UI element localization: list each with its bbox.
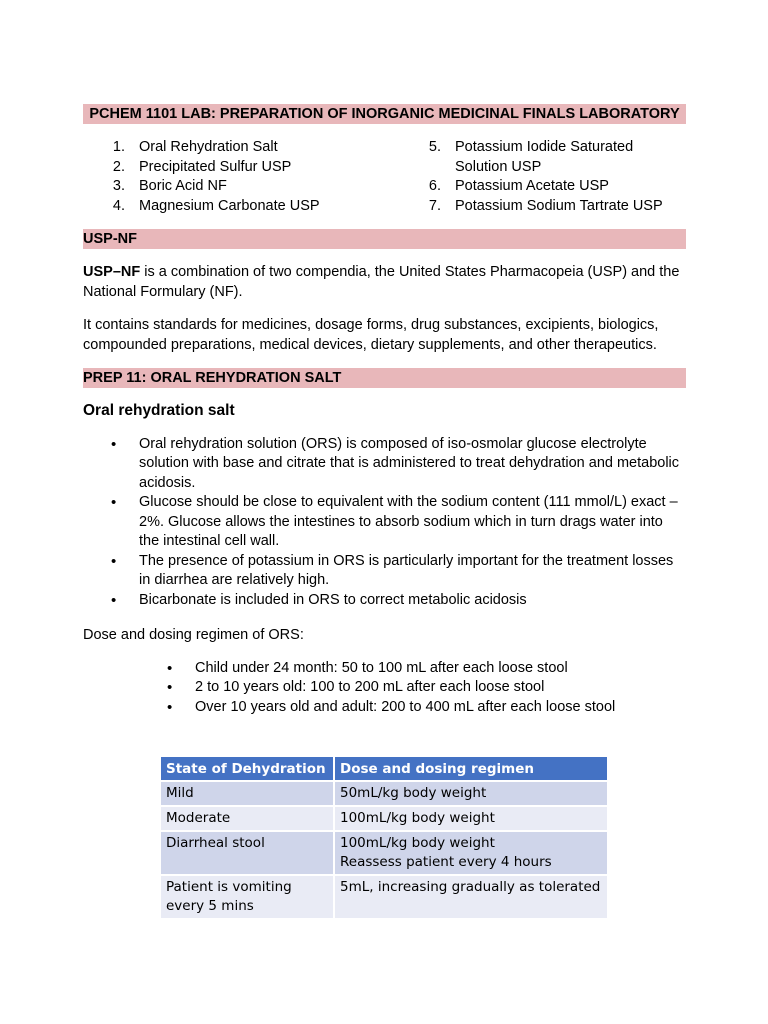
table-cell: 100mL/kg body weight Reassess patient every 4 hours [334,831,608,875]
table-cell: 100mL/kg body weight [334,806,608,831]
list-item: • Oral rehydration solution (ORS) is composed of iso-osmolar glucose electrolyte solution with base and citrate that is administered to treat dehydration and metabolic acidosis. [139,435,686,494]
list-item: 4. Magnesium Carbonate USP [112,197,320,214]
page-title: PCHEM 1101 LAB: PREPARATION OF INORGANIC MEDICINAL FINALS LABORATORY [83,104,686,124]
list-item: 7. Potassium Sodium Tartrate USP [428,197,663,214]
list-item: • Glucose should be close to equivalent with the sodium content (111 mmol/L) exact – 2%. Glucose allows the intestines to absorb sodium which in turn drags water into the intestinal cell wall. [139,493,686,552]
section-heading-usp-nf: USP-NF [83,229,686,249]
table-row [161,781,608,806]
dose-bullet-list [195,659,686,718]
dose-intro: Dose and dosing regimen of ORS: [83,627,304,643]
table-cell: Mild [161,781,334,806]
usp-paragraph-1: USP–NF is a combination of two compendia, the United States Pharmacopeia (USP) and the National Formulary (NF). [83,264,680,300]
list-item: • Child under 24 month: 50 to 100 mL after each loose stool [195,659,686,679]
list-left [97,138,413,216]
document-page [83,104,686,717]
list-item: 3. Boric Acid NF [112,178,227,194]
ors-bullet-list [139,435,686,611]
table-cell: 50mL/kg body weight [334,781,608,806]
usp-paragraph-2: It contains standards for medicines, dosage forms, drug substances, excipients, biologics, compounded preparations, medical devices, dietary supplements, and other therapeutics. [83,317,659,353]
list-item: • Bicarbonate is included in ORS to correct metabolic acidosis [139,591,686,611]
dehydration-dose-table [161,757,609,918]
table-row [161,806,608,831]
list-item: • 2 to 10 years old: 100 to 200 mL after each loose stool [195,678,686,698]
section-heading-prep-11: PREP 11: ORAL REHYDRATION SALT [83,368,686,388]
table-cell: Diarrheal stool [161,831,334,875]
list-item: • Over 10 years old and adult: 200 to 400 mL after each loose stool [195,698,686,718]
list-right [413,138,673,216]
table-header-row [161,757,608,781]
list-item: 5. Potassium Iodide Saturated Solution USP [428,139,634,175]
list-item: 6. Potassium Acetate USP [428,178,609,194]
list-item: 2. Precipitated Sulfur USP [112,158,292,175]
column-header: State of Dehydration [161,757,334,781]
list-item: 1. Oral Rehydration Salt [112,139,278,155]
column-header: Dose and dosing regimen [334,757,608,781]
table-row [161,831,608,875]
table-cell: Moderate [161,806,334,831]
medicinal-list [83,138,686,216]
table-cell: 5mL, increasing gradually as tolerated [334,875,608,918]
table-cell: Patient is vomiting every 5 mins [161,875,334,918]
table-row [161,875,608,918]
subheading-oral-rehydration-salt: Oral rehydration salt [83,402,235,419]
list-item: • The presence of potassium in ORS is particularly important for the treatment losses in diarrhea are relatively high. [139,552,686,591]
